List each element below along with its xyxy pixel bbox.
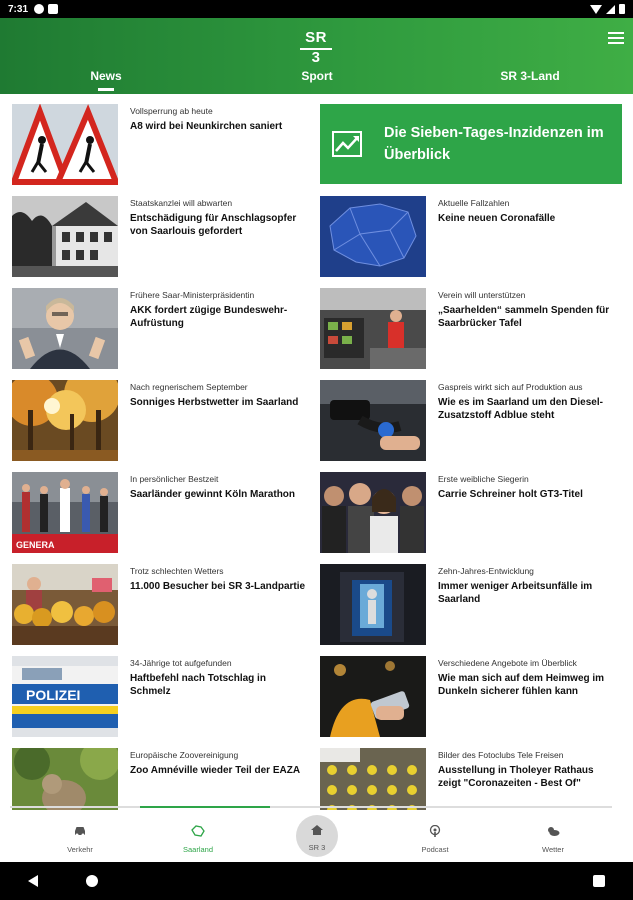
home-button-icon[interactable] bbox=[86, 875, 98, 887]
tab-sr3-land[interactable]: SR 3-Land bbox=[500, 69, 560, 83]
nav-label: Podcast bbox=[421, 845, 449, 854]
clipboard-icon bbox=[48, 4, 58, 14]
svg-text:GENERA: GENERA bbox=[16, 540, 55, 550]
status-time: 7:31 bbox=[8, 3, 29, 15]
construction-signs-image bbox=[12, 104, 118, 185]
active-tab-indicator bbox=[98, 88, 114, 91]
trending-chart-icon bbox=[332, 131, 362, 157]
battery-icon bbox=[619, 4, 625, 14]
nav-label: Wetter bbox=[542, 845, 564, 854]
article-card[interactable] bbox=[12, 564, 312, 646]
svg-text:POLIZEI: POLIZEI bbox=[26, 687, 81, 703]
article-kicker: Erste weibliche Siegerin bbox=[438, 474, 529, 484]
article-title: AKK fordert zügige Bundeswehr-Aufrüstung bbox=[130, 305, 288, 329]
celebration-crowd-image bbox=[320, 472, 426, 553]
nav-verkehr[interactable] bbox=[50, 824, 110, 857]
article-title: Keine neuen Coronafälle bbox=[438, 213, 556, 224]
tab-sport[interactable]: Sport bbox=[301, 69, 333, 83]
recent-apps-icon[interactable] bbox=[593, 875, 605, 887]
nav-label: Saarland bbox=[182, 845, 214, 854]
back-icon[interactable] bbox=[28, 875, 38, 887]
scroll-indicator bbox=[10, 806, 612, 808]
sr3-logo[interactable]: SR 3 bbox=[300, 28, 332, 50]
article-card[interactable] bbox=[12, 288, 312, 370]
sr-app-notification-icon bbox=[34, 4, 44, 14]
burned-house-image bbox=[12, 196, 118, 277]
wifi-icon bbox=[590, 5, 602, 14]
podcast-icon bbox=[428, 824, 442, 836]
article-card[interactable] bbox=[12, 196, 312, 278]
car-icon bbox=[73, 824, 87, 836]
article-title: Wie es im Saarland um den Diesel-Zusatzstoff Adblue steht bbox=[438, 397, 603, 421]
article-title: Zoo Amnéville wieder Teil der EAZA bbox=[130, 765, 301, 776]
article-title: Haftbefehl nach Totschlag in Schmelz bbox=[130, 673, 266, 697]
bottom-navigation bbox=[0, 810, 633, 862]
article-title: Sonniges Herbstwetter im Saarland bbox=[130, 397, 299, 408]
scroll-indicator-fill bbox=[140, 806, 270, 808]
article-card[interactable] bbox=[12, 656, 312, 738]
article-kicker: Aktuelle Fallzahlen bbox=[438, 198, 510, 208]
article-title: Ausstellung in Tholeyer Rathaus zeigt "Coronazeiten - Best Of" bbox=[438, 765, 594, 789]
signal-icon bbox=[606, 5, 615, 14]
article-kicker: Europäische Zoovereinigung bbox=[130, 750, 239, 760]
food-bank-image bbox=[320, 288, 426, 369]
phone-at-night-image bbox=[320, 656, 426, 737]
marathon-runners-image bbox=[12, 472, 118, 553]
incidence-banner[interactable] bbox=[320, 104, 622, 184]
nav-label: SR 3 bbox=[308, 843, 326, 852]
article-kicker: Bilder des Fotoclubs Tele Freisen bbox=[438, 750, 564, 760]
article-card[interactable] bbox=[320, 288, 620, 370]
nav-label: Verkehr bbox=[67, 845, 93, 854]
hamburger-menu-icon[interactable] bbox=[608, 32, 624, 44]
banner-text: Die Sieben-Tages-Inzidenzen im Überblick bbox=[384, 125, 604, 163]
industrial-worker-image bbox=[320, 564, 426, 645]
article-card[interactable] bbox=[12, 104, 312, 186]
adblue-pump-image bbox=[320, 380, 426, 461]
article-kicker: Verschiedene Angebote im Überblick bbox=[438, 658, 577, 668]
politician-portrait-image bbox=[12, 288, 118, 369]
nav-saarland[interactable] bbox=[168, 824, 228, 857]
saarland-outline-icon bbox=[191, 824, 205, 836]
article-title: Carrie Schreiner holt GT3-Titel bbox=[438, 489, 583, 500]
article-kicker: In persönlicher Bestzeit bbox=[130, 474, 219, 484]
article-kicker: Verein will unterstützen bbox=[438, 290, 526, 300]
article-card[interactable] bbox=[12, 748, 312, 810]
weather-icon bbox=[546, 824, 560, 836]
article-title: „Saarhelden“ sammeln Spenden für Saarbrücker Tafel bbox=[438, 305, 610, 329]
article-title: Wie man sich auf dem Heimweg im Dunkeln sicherer fühlen kann bbox=[438, 673, 605, 697]
article-card[interactable] bbox=[320, 748, 620, 810]
article-card[interactable] bbox=[12, 472, 312, 554]
article-kicker: Vollsperrung ab heute bbox=[130, 106, 213, 116]
article-card[interactable] bbox=[12, 380, 312, 462]
article-title: Saarländer gewinnt Köln Marathon bbox=[130, 489, 296, 500]
article-card[interactable] bbox=[320, 380, 620, 462]
article-kicker: Nach regnerischem September bbox=[130, 382, 248, 392]
market-stand-image bbox=[12, 564, 118, 645]
tab-news[interactable]: News bbox=[90, 69, 122, 83]
news-feed[interactable] bbox=[0, 94, 633, 810]
app-header bbox=[0, 18, 633, 94]
zoo-animal-image bbox=[12, 748, 118, 810]
article-card[interactable] bbox=[320, 564, 620, 646]
section-tabs bbox=[0, 68, 633, 94]
article-title: Immer weniger Arbeitsunfälle im Saarland bbox=[438, 581, 593, 605]
article-kicker: 34-Jährige tot aufgefunden bbox=[130, 658, 232, 668]
article-title: Entschädigung für Anschlagsopfer von Saarlouis gefordert bbox=[130, 213, 297, 237]
status-bar bbox=[0, 0, 633, 18]
nav-podcast[interactable] bbox=[405, 824, 465, 857]
article-card[interactable] bbox=[320, 196, 620, 278]
home-icon bbox=[310, 823, 324, 835]
article-kicker: Frühere Saar-Ministerpräsidentin bbox=[130, 290, 255, 300]
police-car-image bbox=[12, 656, 118, 737]
article-kicker: Zehn-Jahres-Entwicklung bbox=[438, 566, 534, 576]
system-navigation-bar bbox=[0, 862, 633, 900]
nav-sr3-home[interactable] bbox=[296, 815, 338, 857]
autumn-forest-image bbox=[12, 380, 118, 461]
photo-exhibition-image bbox=[320, 748, 426, 810]
article-kicker: Gaspreis wirkt sich auf Produktion aus bbox=[438, 382, 583, 392]
article-kicker: Trotz schlechten Wetters bbox=[130, 566, 224, 576]
article-kicker: Staatskanzlei will abwarten bbox=[130, 198, 233, 208]
article-title: A8 wird bei Neunkirchen saniert bbox=[130, 121, 283, 132]
saarland-map-image bbox=[320, 196, 426, 277]
nav-wetter[interactable] bbox=[523, 824, 583, 857]
article-card[interactable] bbox=[320, 656, 620, 738]
article-card[interactable] bbox=[320, 472, 620, 554]
article-title: 11.000 Besucher bei SR 3-Landpartie bbox=[130, 581, 306, 592]
